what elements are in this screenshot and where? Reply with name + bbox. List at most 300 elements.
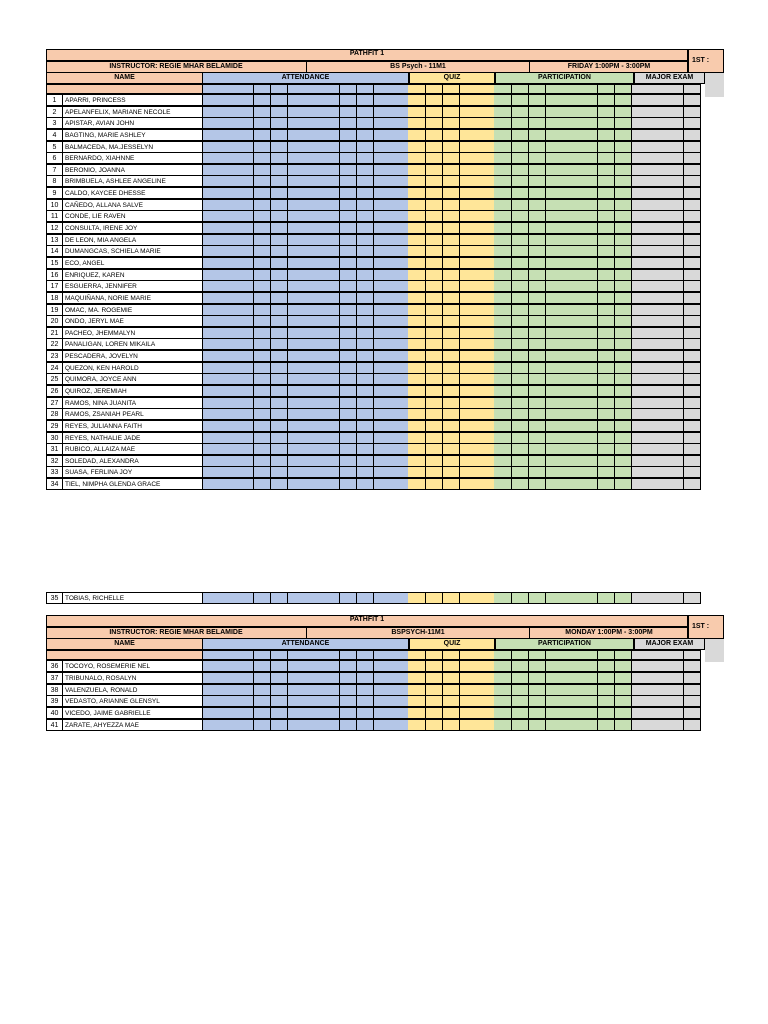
grade-cell[interactable] [512, 695, 530, 707]
grade-cell[interactable] [426, 175, 444, 187]
grade-cell[interactable] [391, 478, 409, 490]
grade-cell[interactable] [219, 152, 237, 164]
grade-cell[interactable] [391, 443, 409, 455]
grade-cell[interactable] [563, 199, 581, 211]
grade-cell[interactable] [305, 432, 323, 444]
grade-cell[interactable] [494, 408, 512, 420]
grade-cell[interactable] [666, 443, 684, 455]
grade-cell[interactable] [684, 327, 702, 339]
grade-cell[interactable] [219, 338, 237, 350]
grade-cell[interactable] [649, 478, 667, 490]
grade-cell[interactable] [563, 695, 581, 707]
grade-cell[interactable] [305, 199, 323, 211]
grade-cell[interactable] [666, 175, 684, 187]
grade-cell[interactable] [598, 327, 616, 339]
grade-cell[interactable] [391, 292, 409, 304]
grade-cell[interactable] [460, 455, 478, 467]
grade-cell[interactable] [598, 719, 616, 731]
grade-cell[interactable] [391, 466, 409, 478]
grade-cell[interactable] [305, 397, 323, 409]
grade-cell[interactable] [563, 280, 581, 292]
grade-cell[interactable] [494, 466, 512, 478]
grade-cell[interactable] [546, 292, 564, 304]
grade-cell[interactable] [529, 707, 547, 719]
grade-cell[interactable] [219, 187, 237, 199]
grade-cell[interactable] [408, 592, 426, 604]
grade-cell[interactable] [443, 234, 461, 246]
grade-cell[interactable] [219, 478, 237, 490]
grade-cell[interactable] [374, 269, 392, 281]
grade-cell[interactable] [254, 257, 272, 269]
grade-cell[interactable] [202, 222, 220, 234]
grade-cell[interactable] [443, 257, 461, 269]
grade-cell[interactable] [340, 443, 358, 455]
grade-cell[interactable] [477, 672, 495, 684]
grade-cell[interactable] [684, 707, 702, 719]
grade-cell[interactable] [443, 315, 461, 327]
grade-cell[interactable] [340, 304, 358, 316]
grade-cell[interactable] [494, 650, 512, 660]
grade-cell[interactable] [391, 707, 409, 719]
grade-cell[interactable] [580, 129, 598, 141]
grade-cell[interactable] [426, 592, 444, 604]
grade-cell[interactable] [254, 234, 272, 246]
grade-cell[interactable] [563, 350, 581, 362]
grade-cell[interactable] [322, 222, 340, 234]
grade-cell[interactable] [202, 385, 220, 397]
grade-cell[interactable] [529, 94, 547, 106]
grade-cell[interactable] [529, 106, 547, 118]
grade-cell[interactable] [529, 257, 547, 269]
grade-cell[interactable] [615, 164, 633, 176]
grade-cell[interactable] [649, 672, 667, 684]
grade-cell[interactable] [460, 432, 478, 444]
grade-cell[interactable] [649, 650, 667, 660]
grade-cell[interactable] [322, 338, 340, 350]
grade-cell[interactable] [615, 245, 633, 257]
grade-cell[interactable] [460, 408, 478, 420]
grade-cell[interactable] [426, 210, 444, 222]
grade-cell[interactable] [391, 455, 409, 467]
grade-cell[interactable] [322, 466, 340, 478]
grade-cell[interactable] [494, 592, 512, 604]
grade-cell[interactable] [529, 350, 547, 362]
grade-cell[interactable] [477, 455, 495, 467]
grade-cell[interactable] [598, 695, 616, 707]
grade-cell[interactable] [340, 373, 358, 385]
grade-cell[interactable] [236, 304, 254, 316]
grade-cell[interactable] [649, 106, 667, 118]
grade-cell[interactable] [598, 684, 616, 696]
grade-cell[interactable] [460, 327, 478, 339]
grade-cell[interactable] [477, 695, 495, 707]
grade-cell[interactable] [512, 106, 530, 118]
grade-cell[interactable] [684, 420, 702, 432]
grade-cell[interactable] [529, 141, 547, 153]
grade-cell[interactable] [305, 245, 323, 257]
grade-cell[interactable] [254, 719, 272, 731]
grade-cell[interactable] [391, 432, 409, 444]
grade-cell[interactable] [632, 327, 650, 339]
grade-cell[interactable] [477, 327, 495, 339]
grade-cell[interactable] [408, 187, 426, 199]
grade-cell[interactable] [512, 719, 530, 731]
grade-cell[interactable] [254, 660, 272, 672]
grade-cell[interactable] [529, 222, 547, 234]
grade-cell[interactable] [443, 187, 461, 199]
grade-cell[interactable] [357, 385, 375, 397]
grade-cell[interactable] [426, 164, 444, 176]
grade-cell[interactable] [305, 466, 323, 478]
grade-cell[interactable] [580, 141, 598, 153]
grade-cell[interactable] [563, 117, 581, 129]
grade-cell[interactable] [271, 385, 289, 397]
grade-cell[interactable] [529, 362, 547, 374]
grade-cell[interactable] [271, 210, 289, 222]
grade-cell[interactable] [580, 373, 598, 385]
grade-cell[interactable] [460, 175, 478, 187]
grade-cell[interactable] [529, 152, 547, 164]
grade-cell[interactable] [288, 385, 306, 397]
grade-cell[interactable] [666, 362, 684, 374]
grade-cell[interactable] [408, 455, 426, 467]
grade-cell[interactable] [340, 141, 358, 153]
grade-cell[interactable] [357, 432, 375, 444]
grade-cell[interactable] [374, 650, 392, 660]
grade-cell[interactable] [546, 304, 564, 316]
grade-cell[interactable] [494, 455, 512, 467]
grade-cell[interactable] [546, 199, 564, 211]
grade-cell[interactable] [512, 245, 530, 257]
grade-cell[interactable] [477, 650, 495, 660]
grade-cell[interactable] [322, 385, 340, 397]
grade-cell[interactable] [254, 106, 272, 118]
grade-cell[interactable] [340, 94, 358, 106]
grade-cell[interactable] [580, 117, 598, 129]
grade-cell[interactable] [615, 94, 633, 106]
grade-cell[interactable] [563, 592, 581, 604]
grade-cell[interactable] [357, 684, 375, 696]
grade-cell[interactable] [580, 315, 598, 327]
grade-cell[interactable] [322, 397, 340, 409]
grade-cell[interactable] [236, 106, 254, 118]
grade-cell[interactable] [460, 385, 478, 397]
grade-cell[interactable] [322, 164, 340, 176]
grade-cell[interactable] [512, 257, 530, 269]
grade-cell[interactable] [288, 175, 306, 187]
grade-cell[interactable] [580, 164, 598, 176]
grade-cell[interactable] [340, 455, 358, 467]
grade-cell[interactable] [408, 117, 426, 129]
grade-cell[interactable] [219, 684, 237, 696]
grade-cell[interactable] [305, 234, 323, 246]
grade-cell[interactable] [632, 315, 650, 327]
grade-cell[interactable] [649, 234, 667, 246]
grade-cell[interactable] [615, 141, 633, 153]
grade-cell[interactable] [666, 84, 684, 94]
grade-cell[interactable] [632, 672, 650, 684]
grade-cell[interactable] [340, 478, 358, 490]
grade-cell[interactable] [202, 234, 220, 246]
grade-cell[interactable] [666, 672, 684, 684]
grade-cell[interactable] [426, 362, 444, 374]
grade-cell[interactable] [632, 455, 650, 467]
grade-cell[interactable] [512, 187, 530, 199]
grade-cell[interactable] [494, 432, 512, 444]
grade-cell[interactable] [666, 199, 684, 211]
grade-cell[interactable] [477, 210, 495, 222]
grade-cell[interactable] [477, 117, 495, 129]
grade-cell[interactable] [580, 432, 598, 444]
grade-cell[interactable] [374, 315, 392, 327]
grade-cell[interactable] [529, 327, 547, 339]
grade-cell[interactable] [443, 660, 461, 672]
grade-cell[interactable] [443, 350, 461, 362]
grade-cell[interactable] [649, 269, 667, 281]
grade-cell[interactable] [477, 164, 495, 176]
grade-cell[interactable] [202, 420, 220, 432]
grade-cell[interactable] [322, 175, 340, 187]
grade-cell[interactable] [408, 338, 426, 350]
grade-cell[interactable] [202, 245, 220, 257]
grade-cell[interactable] [563, 106, 581, 118]
grade-cell[interactable] [580, 106, 598, 118]
grade-cell[interactable] [598, 478, 616, 490]
grade-cell[interactable] [391, 385, 409, 397]
grade-cell[interactable] [684, 106, 702, 118]
grade-cell[interactable] [408, 304, 426, 316]
grade-cell[interactable] [512, 280, 530, 292]
grade-cell[interactable] [236, 362, 254, 374]
grade-cell[interactable] [684, 373, 702, 385]
grade-cell[interactable] [494, 175, 512, 187]
grade-cell[interactable] [598, 187, 616, 199]
grade-cell[interactable] [443, 327, 461, 339]
grade-cell[interactable] [529, 397, 547, 409]
grade-cell[interactable] [477, 707, 495, 719]
grade-cell[interactable] [254, 695, 272, 707]
grade-cell[interactable] [563, 234, 581, 246]
grade-cell[interactable] [546, 269, 564, 281]
grade-cell[interactable] [305, 385, 323, 397]
grade-cell[interactable] [236, 350, 254, 362]
grade-cell[interactable] [580, 304, 598, 316]
grade-cell[interactable] [322, 106, 340, 118]
grade-cell[interactable] [236, 292, 254, 304]
grade-cell[interactable] [477, 292, 495, 304]
grade-cell[interactable] [666, 141, 684, 153]
grade-cell[interactable] [219, 141, 237, 153]
grade-cell[interactable] [202, 592, 220, 604]
grade-cell[interactable] [322, 408, 340, 420]
grade-cell[interactable] [254, 269, 272, 281]
grade-cell[interactable] [666, 592, 684, 604]
grade-cell[interactable] [632, 432, 650, 444]
grade-cell[interactable] [632, 695, 650, 707]
grade-cell[interactable] [322, 280, 340, 292]
grade-cell[interactable] [443, 719, 461, 731]
grade-cell[interactable] [563, 175, 581, 187]
grade-cell[interactable] [615, 362, 633, 374]
grade-cell[interactable] [494, 269, 512, 281]
grade-cell[interactable] [666, 420, 684, 432]
grade-cell[interactable] [374, 304, 392, 316]
grade-cell[interactable] [340, 385, 358, 397]
grade-cell[interactable] [460, 152, 478, 164]
grade-cell[interactable] [271, 478, 289, 490]
grade-cell[interactable] [563, 420, 581, 432]
grade-cell[interactable] [666, 408, 684, 420]
grade-cell[interactable] [443, 420, 461, 432]
grade-cell[interactable] [615, 129, 633, 141]
grade-cell[interactable] [322, 84, 340, 94]
grade-cell[interactable] [305, 719, 323, 731]
grade-cell[interactable] [649, 338, 667, 350]
grade-cell[interactable] [512, 373, 530, 385]
grade-cell[interactable] [357, 234, 375, 246]
grade-cell[interactable] [649, 695, 667, 707]
grade-cell[interactable] [391, 84, 409, 94]
grade-cell[interactable] [529, 373, 547, 385]
grade-cell[interactable] [598, 338, 616, 350]
grade-cell[interactable] [443, 397, 461, 409]
grade-cell[interactable] [288, 141, 306, 153]
grade-cell[interactable] [563, 707, 581, 719]
grade-cell[interactable] [426, 269, 444, 281]
grade-cell[interactable] [391, 280, 409, 292]
grade-cell[interactable] [374, 152, 392, 164]
grade-cell[interactable] [494, 719, 512, 731]
grade-cell[interactable] [236, 234, 254, 246]
grade-cell[interactable] [563, 650, 581, 660]
grade-cell[interactable] [598, 94, 616, 106]
grade-cell[interactable] [684, 432, 702, 444]
grade-cell[interactable] [219, 327, 237, 339]
grade-cell[interactable] [615, 695, 633, 707]
grade-cell[interactable] [391, 117, 409, 129]
grade-cell[interactable] [615, 466, 633, 478]
grade-cell[interactable] [391, 362, 409, 374]
grade-cell[interactable] [254, 408, 272, 420]
grade-cell[interactable] [288, 338, 306, 350]
grade-cell[interactable] [219, 84, 237, 94]
grade-cell[interactable] [254, 338, 272, 350]
grade-cell[interactable] [408, 280, 426, 292]
grade-cell[interactable] [305, 443, 323, 455]
grade-cell[interactable] [322, 141, 340, 153]
grade-cell[interactable] [391, 257, 409, 269]
grade-cell[interactable] [408, 327, 426, 339]
grade-cell[interactable] [408, 199, 426, 211]
grade-cell[interactable] [391, 187, 409, 199]
grade-cell[interactable] [580, 234, 598, 246]
grade-cell[interactable] [254, 94, 272, 106]
grade-cell[interactable] [632, 592, 650, 604]
grade-cell[interactable] [236, 315, 254, 327]
grade-cell[interactable] [546, 443, 564, 455]
grade-cell[interactable] [202, 164, 220, 176]
grade-cell[interactable] [322, 152, 340, 164]
grade-cell[interactable] [219, 443, 237, 455]
grade-cell[interactable] [202, 684, 220, 696]
grade-cell[interactable] [408, 175, 426, 187]
grade-cell[interactable] [254, 129, 272, 141]
grade-cell[interactable] [202, 129, 220, 141]
grade-cell[interactable] [529, 338, 547, 350]
grade-cell[interactable] [666, 210, 684, 222]
grade-cell[interactable] [202, 315, 220, 327]
grade-cell[interactable] [666, 385, 684, 397]
grade-cell[interactable] [305, 164, 323, 176]
grade-cell[interactable] [632, 187, 650, 199]
grade-cell[interactable] [563, 129, 581, 141]
grade-cell[interactable] [494, 84, 512, 94]
grade-cell[interactable] [615, 338, 633, 350]
grade-cell[interactable] [219, 222, 237, 234]
grade-cell[interactable] [598, 397, 616, 409]
grade-cell[interactable] [563, 660, 581, 672]
grade-cell[interactable] [426, 650, 444, 660]
grade-cell[interactable] [271, 164, 289, 176]
grade-cell[interactable] [684, 719, 702, 731]
grade-cell[interactable] [305, 420, 323, 432]
grade-cell[interactable] [357, 362, 375, 374]
grade-cell[interactable] [649, 210, 667, 222]
grade-cell[interactable] [374, 397, 392, 409]
grade-cell[interactable] [477, 466, 495, 478]
grade-cell[interactable] [219, 210, 237, 222]
grade-cell[interactable] [512, 152, 530, 164]
grade-cell[interactable] [615, 304, 633, 316]
grade-cell[interactable] [340, 397, 358, 409]
grade-cell[interactable] [529, 117, 547, 129]
grade-cell[interactable] [271, 129, 289, 141]
grade-cell[interactable] [598, 245, 616, 257]
grade-cell[interactable] [529, 420, 547, 432]
grade-cell[interactable] [426, 397, 444, 409]
grade-cell[interactable] [580, 443, 598, 455]
grade-cell[interactable] [563, 684, 581, 696]
grade-cell[interactable] [391, 94, 409, 106]
grade-cell[interactable] [580, 408, 598, 420]
grade-cell[interactable] [340, 129, 358, 141]
grade-cell[interactable] [684, 187, 702, 199]
grade-cell[interactable] [219, 117, 237, 129]
grade-cell[interactable] [649, 84, 667, 94]
grade-cell[interactable] [460, 84, 478, 94]
grade-cell[interactable] [254, 420, 272, 432]
grade-cell[interactable] [236, 175, 254, 187]
grade-cell[interactable] [529, 234, 547, 246]
grade-cell[interactable] [408, 719, 426, 731]
grade-cell[interactable] [443, 164, 461, 176]
grade-cell[interactable] [322, 719, 340, 731]
grade-cell[interactable] [357, 373, 375, 385]
grade-cell[interactable] [219, 362, 237, 374]
grade-cell[interactable] [615, 592, 633, 604]
grade-cell[interactable] [288, 164, 306, 176]
grade-cell[interactable] [305, 350, 323, 362]
grade-cell[interactable] [443, 292, 461, 304]
grade-cell[interactable] [477, 129, 495, 141]
grade-cell[interactable] [563, 455, 581, 467]
grade-cell[interactable] [632, 106, 650, 118]
grade-cell[interactable] [271, 257, 289, 269]
grade-cell[interactable] [271, 373, 289, 385]
grade-cell[interactable] [684, 141, 702, 153]
grade-cell[interactable] [271, 304, 289, 316]
grade-cell[interactable] [254, 141, 272, 153]
